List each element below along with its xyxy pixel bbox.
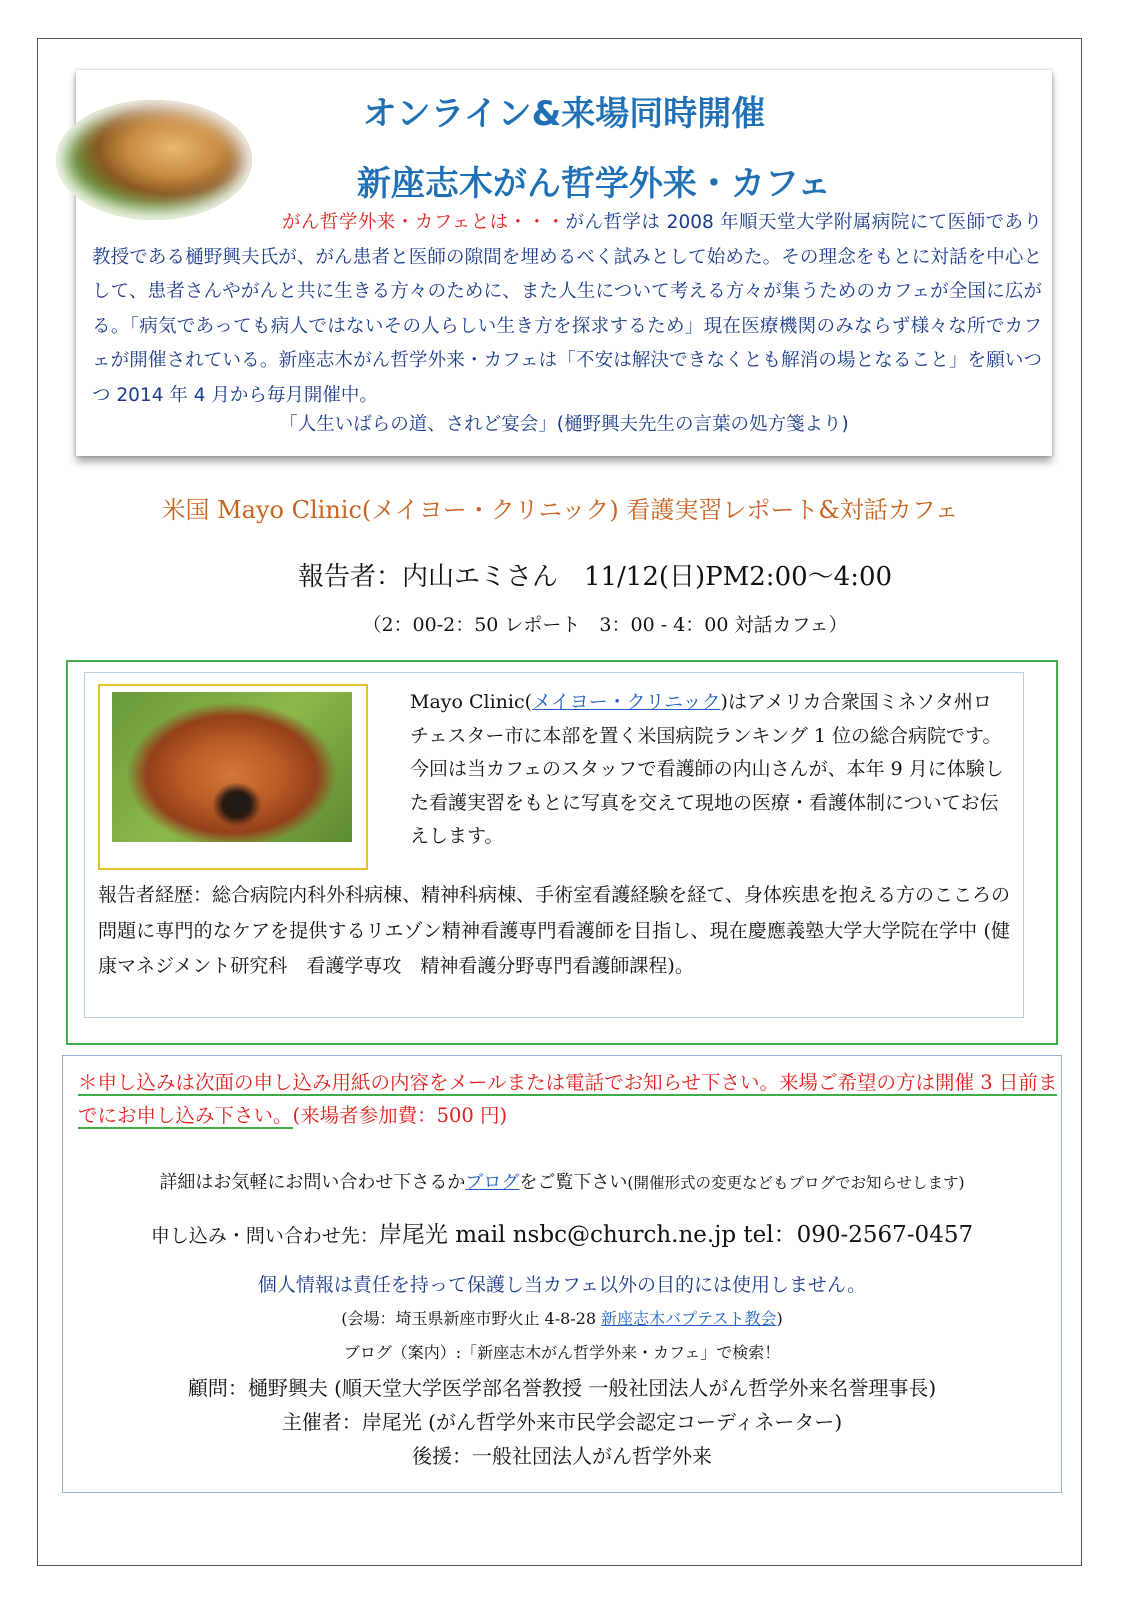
mayo-prefix: Mayo Clinic( [410,691,533,713]
participation-fee: (来場者参加費：500 円) [292,1104,508,1127]
event-title: 米国 Mayo Clinic(メイヨー・クリニック) 看護実習レポート&対話カフェ [161,496,959,524]
intro-paragraph [92,206,1042,413]
intro-lead: がん哲学外来・カフェとは・・・ [282,212,566,233]
mayo-suffix: )はアメリカ合衆国ミネソタ州ロチェスター市に本部を置く米国病院ランキング 1 位の総合病院です。今回は当カフェのスタッフで看護師の内山さんが、本年 9 月に体験した看護実習をもとに写真を交えて現地の医療・看護体制についてお伝えします。 [410,691,1004,847]
blog-search-line: ブログ（案内）:「新座志木がん哲学外来・カフェ」で検索！ [343,1343,781,1362]
reporter-career: 報告者経歴：総合病院内科外科病棟、精神科病棟、手術室看護経験を経て、身体疾患を抱える方のこころの問題に専門的なケアを提供するリエゾン精神看護専門看護師を目指し、現在慶應義塾大学大学院在学中 (健康マネジメント研究科 看護学専攻 精神看護分野専門看護師課程)。 [98,884,1010,977]
venue-prefix: (会場：埼玉県新座市野火止 4-8-28 [341,1309,602,1328]
blog-link[interactable]: ブログ [465,1172,520,1193]
contact-info: 岸尾光 mail nsbc@church.ne.jp tel：090-2567-0457 [378,1222,974,1248]
intro-quote: 「人生いばらの道、されど宴会」(樋野興夫先生の言葉の処方箋より) [279,414,849,435]
application-instructions: ＊申し込みは次面の申し込み用紙の内容をメールまたは電話でお知らせ下さい。来場ご希望の方は開催 3 日前までにお申し込み下さい。 [78,1071,1058,1127]
contact-label: 申し込み・問い合わせ先： [150,1225,379,1247]
mayo-clinic-link[interactable]: メイヨー・クリニック [532,691,721,713]
advisor-line: 顧問：樋野興夫 (順天堂大学医学部名誉教授 一般社団法人がん哲学外来名誉理事長) [187,1376,937,1400]
event-reporter-datetime: 報告者：内山エミさん 11/12(日)PM2:00～4:00 [297,562,893,592]
support-line: 後援：一般社団法人がん哲学外来 [412,1444,712,1468]
intro-body: がん哲学は 2008 年順天堂大学附属病院にて医師であり教授である樋野興夫氏が、がん患者と医師の隙間を埋めるべく試みとして始めた。その理念をもとに対話を中心として、患者さんやがんと共に生きる方々のために、また人生について考える方々が集うためのカフェが全国に広がる。「病気であっても病人ではないその人らしい生き方を探求するため」現在医療機関のみならず様々な所でカフェが開催されている。新座志木がん哲学外来・カフェは「不安は解決できなくとも解消の場となること」を願いつつ 2014 年 4 月から毎月開催中。 [92,212,1042,406]
event-schedule: （2：00-2：50 レポート 3：00 - 4：00 対話カフェ） [362,614,848,636]
details-line [62,1168,1062,1194]
chow-chow-face-photo [112,692,352,842]
details-note: (開催形式の変更などもブログでお知らせします) [627,1174,965,1192]
privacy-notice: 個人情報は責任を持って保護し当カフェ以外の目的には使用しません。 [257,1274,867,1296]
headline-cafe-name: 新座志木がん哲学外来・カフェ [356,164,832,204]
venue-line [62,1306,1062,1329]
details-prefix: 詳細はお気軽にお問い合わせ下さるか [159,1172,466,1193]
organizer-line: 主催者：岸尾光 (がん哲学外来市民学会認定コーディネーター) [281,1410,843,1434]
contact-line [62,1216,1062,1249]
details-suffix: をご覧下さい [519,1172,628,1193]
headline-online-event: オンライン&来場同時開催 [362,94,766,134]
mayo-description [410,686,1010,854]
venue-suffix: ) [776,1309,783,1328]
application-note [78,1066,1058,1132]
church-link[interactable]: 新座志木バプテスト教会 [601,1309,777,1328]
